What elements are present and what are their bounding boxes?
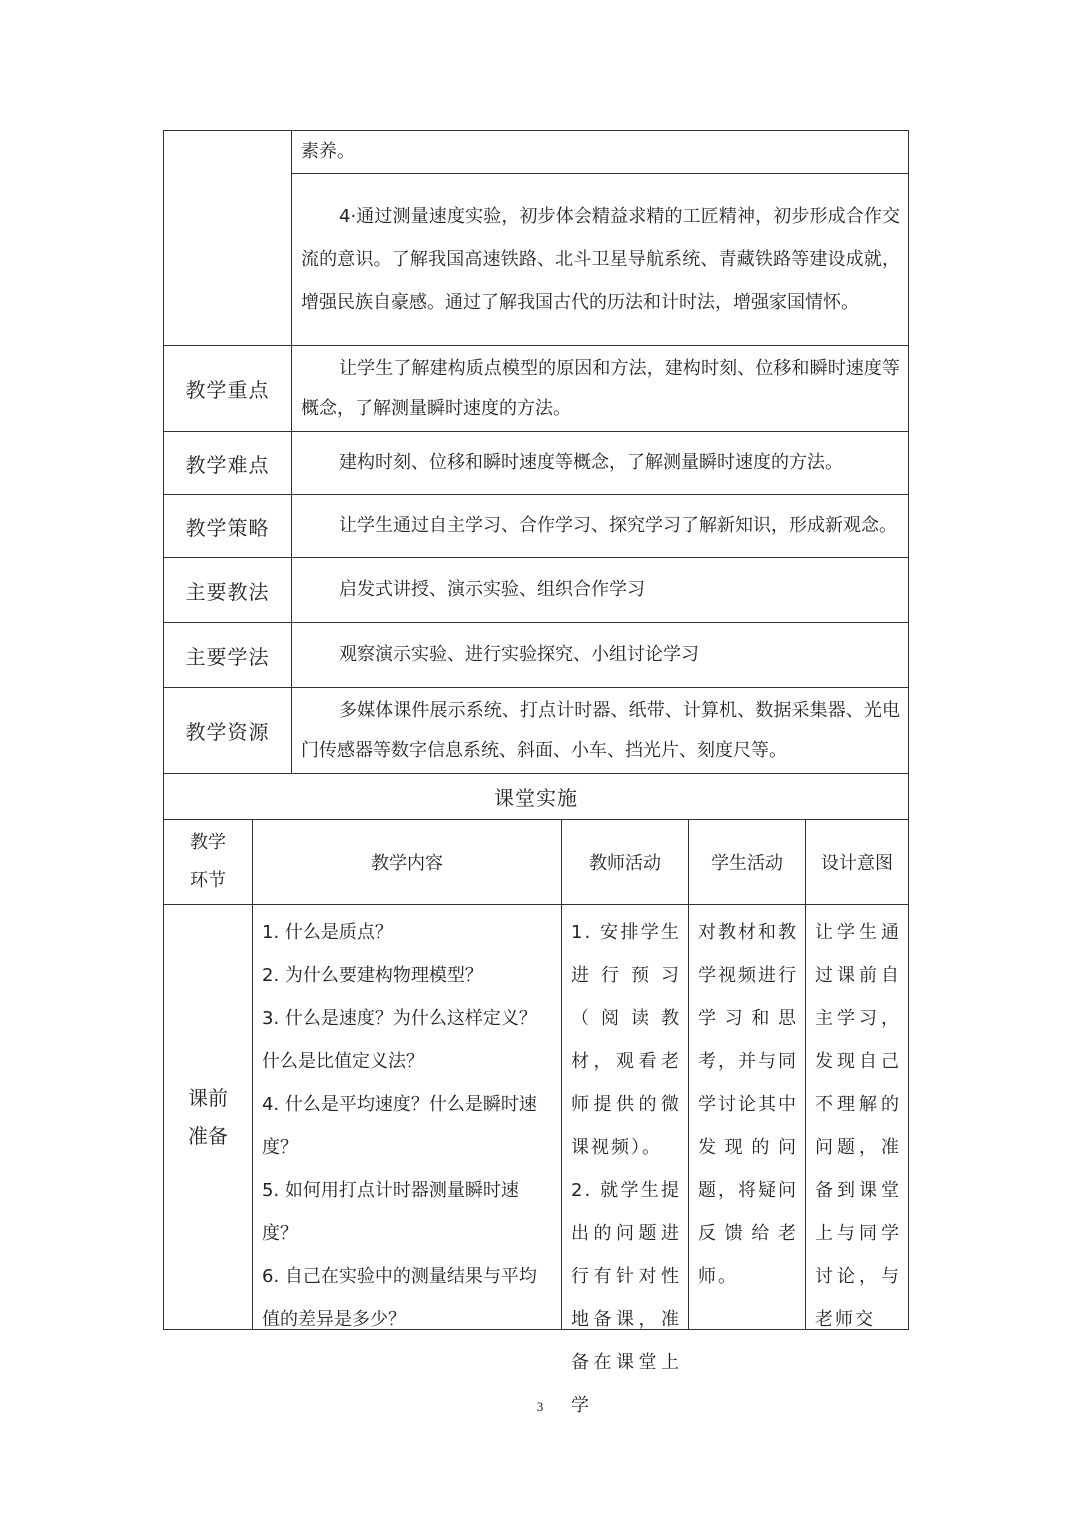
content-item: 1. 什么是质点？ — [262, 922, 393, 943]
content-item: 3. 什么是速度？为什么这样定义？什么是比值定义法？ — [262, 1008, 537, 1072]
content-item: 4. 什么是平均速度？什么是瞬时速度？ — [262, 1094, 537, 1158]
intent-cell — [806, 905, 909, 1330]
difficulties-label: 教学难点 — [164, 432, 292, 495]
student-cell — [689, 905, 806, 1330]
classroom-implementation-table — [163, 773, 909, 1416]
page-number: 3 — [536, 1399, 544, 1414]
teaching-methods-label: 主要教法 — [164, 558, 292, 623]
teacher-header: 教师活动 — [562, 820, 689, 905]
stage-header-line1: 教学 — [190, 832, 226, 853]
student-text: 对教材和教学视频进行学习和思考，并与同学讨论其中发现的问题，将疑问反馈给老师。 — [698, 922, 798, 1287]
resources-text: 多媒体课件展示系统、打点计时器、纸带、计算机、数据采集器、光电门传感器等数字信息系统、斜面、小车、挡光片、刻度尺等。 — [292, 688, 909, 774]
stage-header-line2: 环节 — [190, 870, 226, 891]
section-title: 课堂实施 — [164, 774, 909, 820]
learning-methods-text: 观察演示实验、进行实验探究、小组讨论学习 — [292, 623, 909, 688]
content-item: 2. 为什么要建构物理模型？ — [262, 965, 483, 986]
goal-tail-text: 素养。 — [301, 141, 355, 162]
teacher-cell — [562, 905, 689, 1416]
key-points-text: 让学生了解建构质点模型的原因和方法，建构时刻、位移和瞬时速度等概念，了解测量瞬时速度的方法。 — [292, 346, 909, 432]
stage-line1: 课前 — [188, 1086, 228, 1110]
objectives-table — [163, 130, 909, 774]
strategy-label: 教学策略 — [164, 495, 292, 558]
student-header: 学生活动 — [689, 820, 806, 905]
stage-cell — [164, 905, 253, 1330]
content-header: 教学内容 — [253, 820, 562, 905]
learning-methods-label: 主要学法 — [164, 623, 292, 688]
key-points-label: 教学重点 — [164, 346, 292, 432]
teaching-methods-text: 启发式讲授、演示实验、组织合作学习 — [292, 558, 909, 623]
intent-text: 让学生通过课前自主学习，发现自己不理解的问题，准备到课堂上与同学讨论，与老师交 — [815, 922, 901, 1330]
stage-line2: 准备 — [188, 1124, 228, 1148]
intent-header: 设计意图 — [806, 820, 909, 905]
teacher-item: 1. 安排学生进行预习（阅读教材，观看老师提供的微课视频）。 — [571, 922, 681, 1158]
goal-4-cell — [292, 174, 909, 346]
difficulties-text: 建构时刻、位移和瞬时速度等概念，了解测量瞬时速度的方法。 — [292, 432, 909, 495]
resources-label: 教学资源 — [164, 688, 292, 774]
goal-tail-cell — [292, 131, 909, 174]
strategy-text: 让学生通过自主学习、合作学习、探究学习了解新知识，形成新观念。 — [292, 495, 909, 558]
goal-4-text: 4·通过测量速度实验，初步体会精益求精的工匠精神，初步形成合作交流的意识。了解我国高速铁路、北斗卫星导航系统、青藏铁路等建设成就，增强民族自豪感。通过了解我国古代的历法和计时法，增强家国情怀。 — [301, 206, 900, 313]
empty-label-cell — [164, 131, 292, 346]
content-item: 5. 如何用打点计时器测量瞬时速度？ — [262, 1180, 519, 1244]
stage-header — [164, 820, 253, 905]
teacher-item: 2. 就学生提出的问题进行有针对性地备课，准备在课堂上学 — [571, 1180, 681, 1416]
content-item: 6. 自己在实验中的测量结果与平均值的差异是多少？ — [262, 1266, 537, 1330]
content-cell — [253, 905, 562, 1330]
